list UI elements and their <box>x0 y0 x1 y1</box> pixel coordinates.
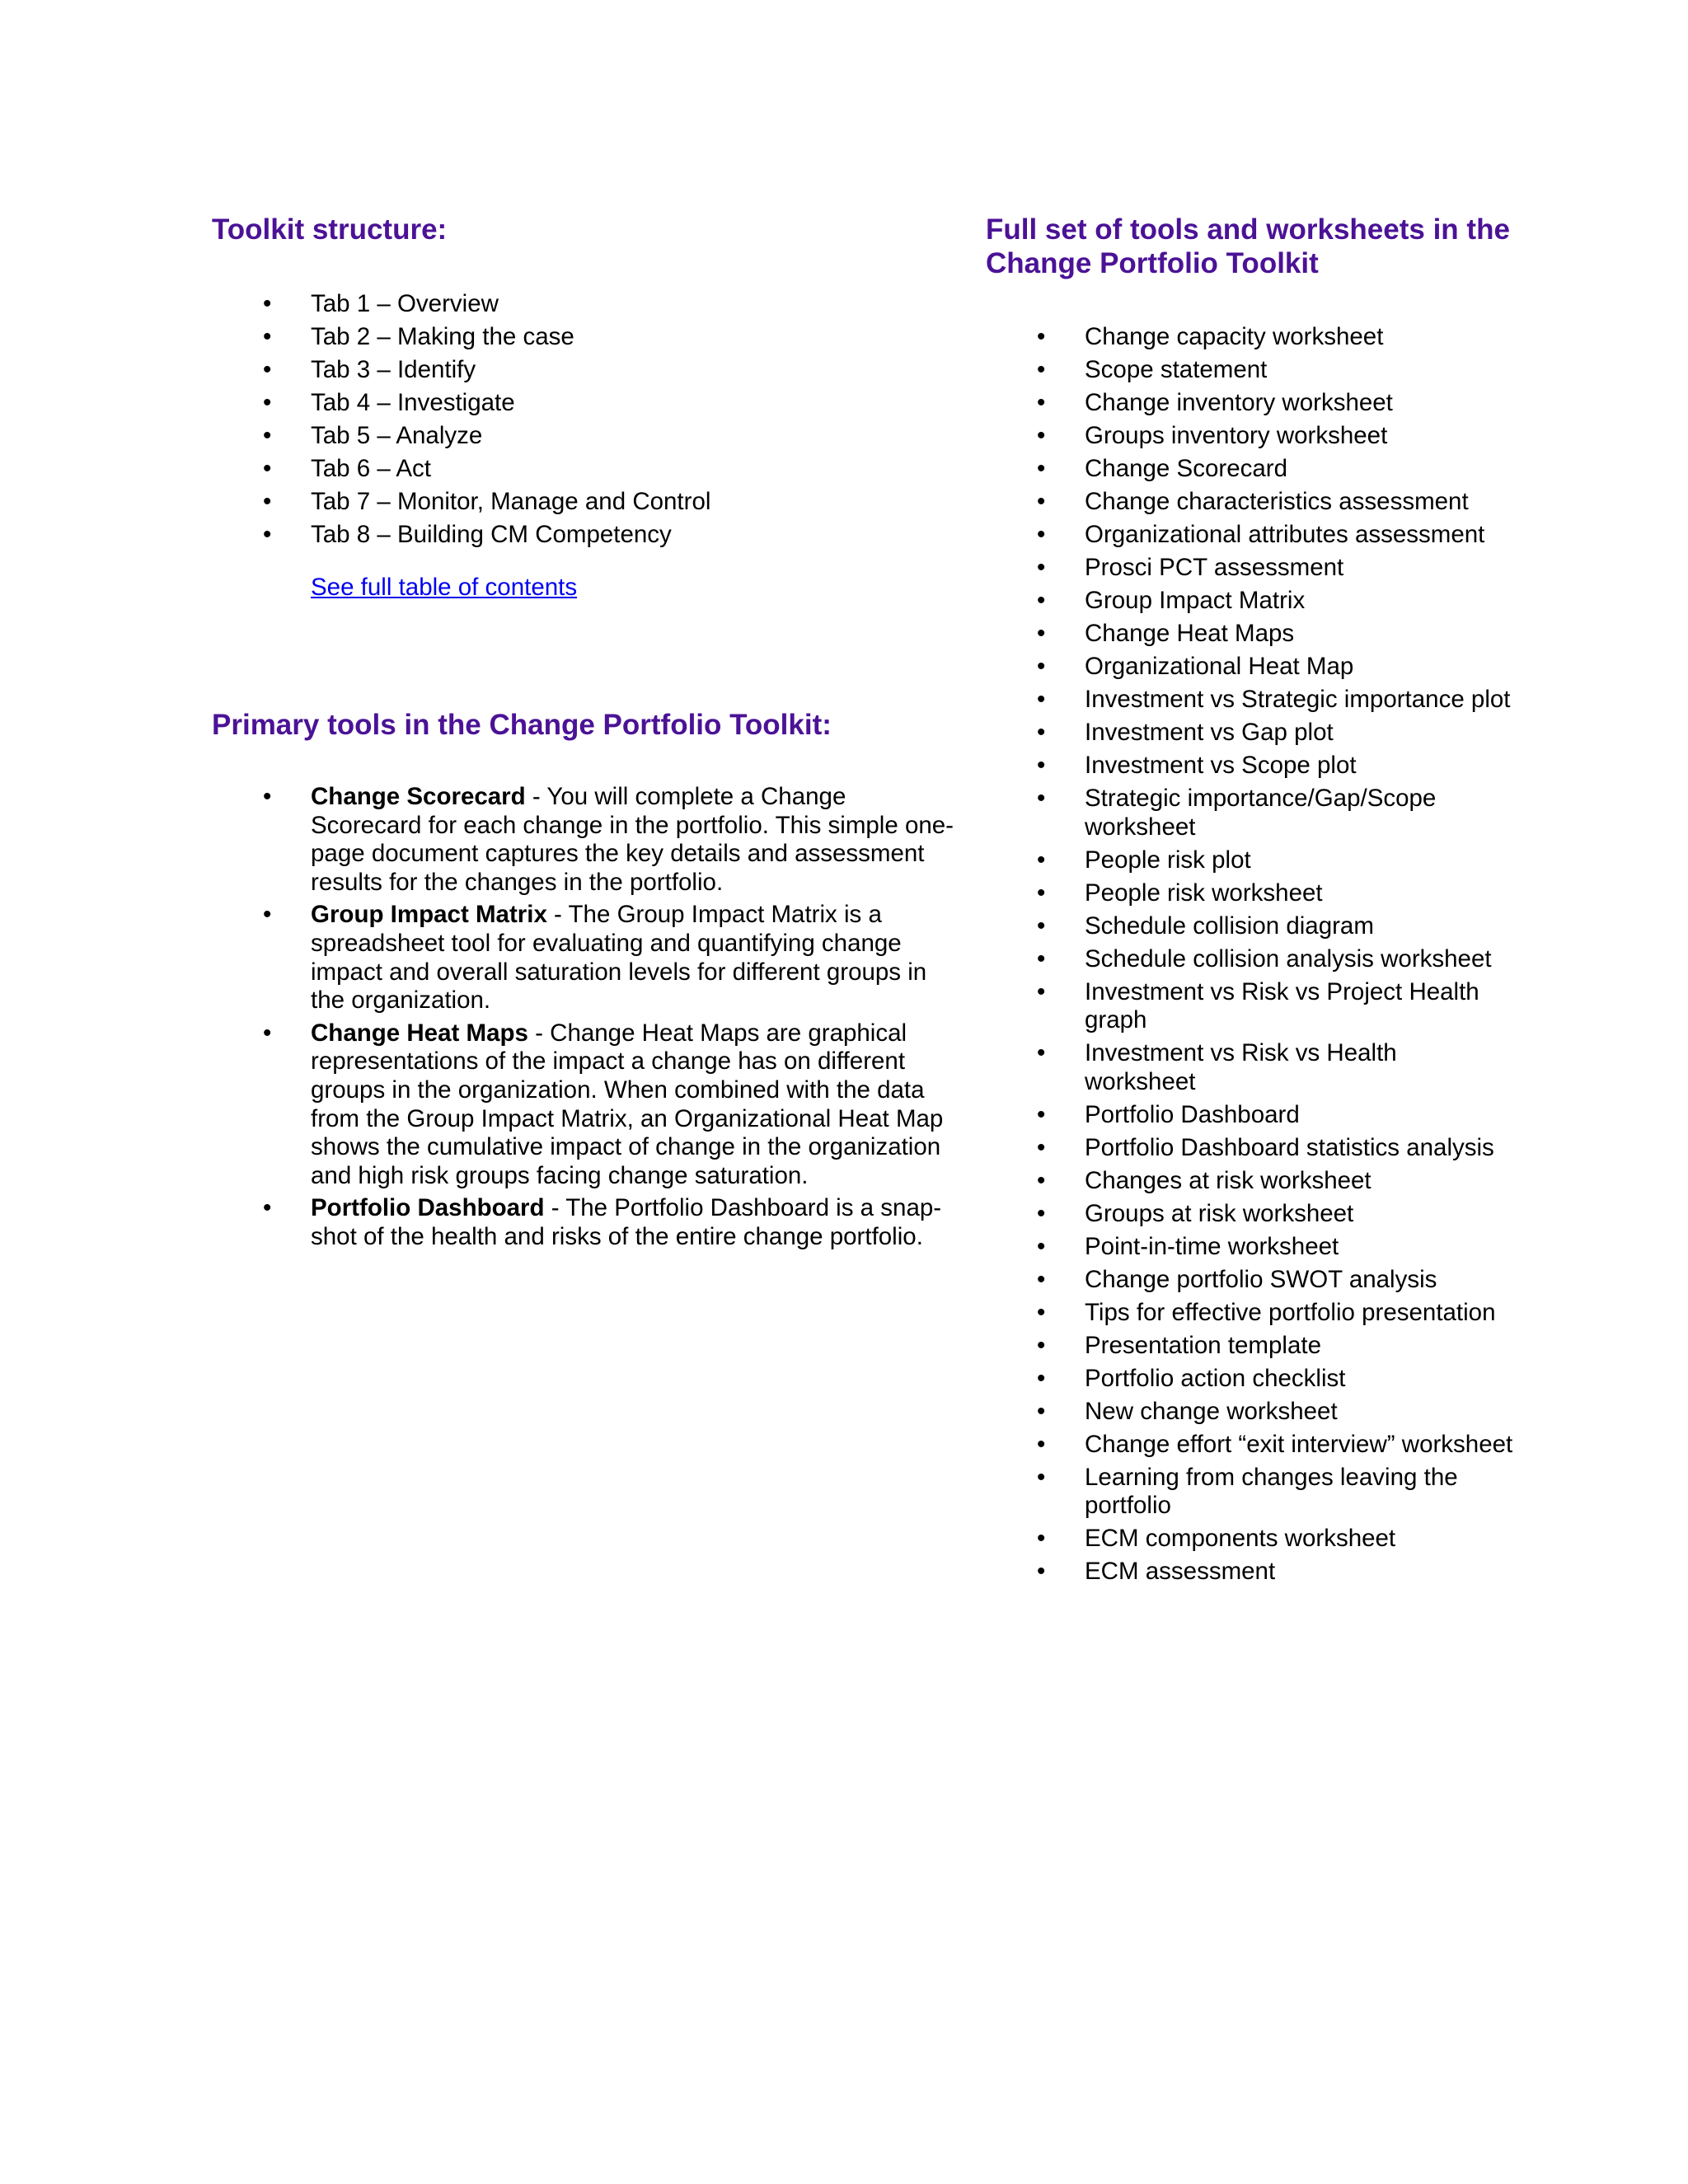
tool-item-label: Change characteristics assessment <box>1085 488 1469 515</box>
bullet-icon: • <box>1037 488 1046 515</box>
bullet-icon: • <box>1037 1430 1046 1458</box>
bullet-icon: • <box>263 389 272 416</box>
bullet-icon: • <box>1037 1232 1046 1260</box>
bullet-icon: • <box>1037 1100 1046 1128</box>
tool-list-item <box>986 521 1513 550</box>
tool-item-label: People risk plot <box>1085 846 1251 874</box>
tool-item-label: Change portfolio SWOT analysis <box>1085 1265 1437 1293</box>
structure-list-item <box>212 321 954 354</box>
primary-tool-item <box>212 783 954 897</box>
tool-item-label: Groups at risk worksheet <box>1085 1199 1354 1227</box>
primary-tool-title: Portfolio Dashboard <box>311 1194 545 1222</box>
tool-item-label: Schedule collision analysis worksheet <box>1085 944 1492 972</box>
bullet-icon: • <box>1037 356 1046 383</box>
bullet-icon: • <box>1037 1166 1046 1194</box>
tool-item-label: ECM components worksheet <box>1085 1525 1396 1552</box>
bullet-icon: • <box>263 455 272 482</box>
bullet-icon: • <box>1037 1558 1046 1585</box>
tool-list-item <box>986 1525 1513 1554</box>
tool-item-label: Presentation template <box>1085 1331 1321 1359</box>
bullet-icon: • <box>1037 1298 1046 1326</box>
bullet-icon: • <box>1037 944 1046 972</box>
tool-list-item <box>986 389 1513 418</box>
bullet-icon: • <box>1037 785 1046 812</box>
bullet-icon: • <box>1037 653 1046 680</box>
bullet-icon: • <box>1037 422 1046 449</box>
tool-list-item <box>986 1233 1513 1262</box>
right-column <box>986 213 1513 1591</box>
tool-item-label: Organizational Heat Map <box>1085 653 1354 680</box>
tool-item-label: Scope statement <box>1085 356 1268 383</box>
tool-list-item <box>986 1558 1513 1586</box>
tool-item-label: Portfolio Dashboard statistics analysis <box>1085 1133 1494 1161</box>
tool-list-item <box>986 1167 1513 1196</box>
tool-list-item <box>986 1464 1513 1521</box>
tool-list-item <box>986 1101 1513 1130</box>
tool-list-item <box>986 1332 1513 1361</box>
full-tools-heading: Full set of tools and worksheets in the Change Portfolio Toolkit <box>986 213 1510 279</box>
tool-list-item <box>986 686 1513 715</box>
full-tools-list <box>986 323 1513 1586</box>
tool-list-item <box>986 455 1513 484</box>
tool-list-item <box>986 719 1513 748</box>
primary-tool-description: - You will complete a Change Scorecard for each change in the portfolio. This simple one-page document captures the key details and assessment results for the changes in the portfolio. <box>311 783 954 896</box>
tool-item-label: Group Impact Matrix <box>1085 587 1306 614</box>
primary-tool-item <box>212 901 954 1015</box>
bullet-icon: • <box>1037 554 1046 581</box>
tool-item-label: Investment vs Gap plot <box>1085 719 1334 746</box>
primary-tools-list <box>212 783 954 1252</box>
bullet-icon: • <box>1037 1397 1046 1425</box>
primary-tool-title: Group Impact Matrix <box>311 901 547 929</box>
bullet-icon: • <box>1037 587 1046 614</box>
bullet-icon: • <box>1037 1331 1046 1359</box>
tool-item-label: New change worksheet <box>1085 1397 1338 1425</box>
tool-list-item <box>986 1134 1513 1163</box>
tool-list-item <box>986 785 1513 841</box>
tool-item-label: Strategic importance/Gap/Scope worksheet <box>1085 785 1437 841</box>
bullet-icon: • <box>1037 1199 1046 1227</box>
tool-item-label: Prosci PCT assessment <box>1085 554 1344 581</box>
bullet-icon: • <box>263 422 272 449</box>
tool-item-label: Organizational attributes assessment <box>1085 521 1485 548</box>
bullet-icon: • <box>1037 521 1046 548</box>
primary-tool-description: - The Portfolio Dashboard is a snap-shot of the health and risks of the entire change portfolio. <box>311 1194 942 1250</box>
tool-list-item <box>986 978 1513 1035</box>
tool-item-label: Change inventory worksheet <box>1085 389 1393 416</box>
primary-tool-title: Change Heat Maps <box>311 1019 528 1047</box>
structure-item-label: Tab 8 – Building CM Competency <box>311 521 672 548</box>
bullet-icon: • <box>263 323 272 350</box>
structure-list-item <box>212 485 954 518</box>
tool-item-label: ECM assessment <box>1085 1558 1276 1585</box>
tool-list-item <box>986 1398 1513 1427</box>
tool-list-item <box>986 554 1513 583</box>
primary-tool-title: Change Scorecard <box>311 783 526 810</box>
tool-item-label: Learning from changes leaving the portfolio <box>1085 1463 1458 1519</box>
bullet-icon: • <box>1037 1364 1046 1392</box>
tool-list-item <box>986 488 1513 517</box>
tool-item-label: Change Scorecard <box>1085 455 1287 482</box>
tool-item-label: Tips for effective portfolio presentation <box>1085 1298 1496 1326</box>
structure-list-item <box>212 452 954 485</box>
tool-list-item <box>986 1365 1513 1394</box>
structure-item-label: Tab 4 – Investigate <box>311 389 515 416</box>
structure-item-label: Tab 7 – Monitor, Manage and Control <box>311 488 711 515</box>
structure-list-item <box>212 387 954 419</box>
primary-tool-description: - Change Heat Maps are graphical representations of the impact a change has on different groups in the organization. When combined with the data from the Group Impact Matrix, an Organizational Heat Map shows the cumulative impact of change in the organization and high risk groups facing change saturation. <box>311 1019 944 1189</box>
tool-list-item <box>986 620 1513 649</box>
tool-item-label: Investment vs Strategic importance plot <box>1085 686 1511 713</box>
tool-list-item <box>986 1299 1513 1328</box>
tool-list-item <box>986 356 1513 385</box>
structure-item-label: Tab 3 – Identify <box>311 356 476 383</box>
bullet-icon: • <box>1037 1463 1046 1491</box>
tool-list-item <box>986 422 1513 451</box>
bullet-icon: • <box>1037 323 1046 350</box>
tool-list-item <box>986 587 1513 616</box>
bullet-icon: • <box>1037 1133 1046 1161</box>
structure-list-item <box>212 354 954 387</box>
bullet-icon: • <box>263 1194 272 1222</box>
tool-list-item <box>986 1039 1513 1096</box>
structure-list-item <box>212 518 954 551</box>
toolkit-structure-list <box>212 288 954 551</box>
left-column <box>212 213 954 1256</box>
tool-list-item <box>986 879 1513 908</box>
bullet-icon: • <box>263 488 272 515</box>
bullet-icon: • <box>263 521 272 548</box>
tool-item-label: Portfolio action checklist <box>1085 1364 1346 1392</box>
bullet-icon: • <box>1037 389 1046 416</box>
tool-item-label: Investment vs Scope plot <box>1085 752 1357 779</box>
bullet-icon: • <box>1037 1265 1046 1293</box>
primary-tool-description: - The Group Impact Matrix is a spreadsheet tool for evaluating and quantifying change impact and overall saturation levels for different groups in the organization. <box>311 901 927 1015</box>
bullet-icon: • <box>1037 879 1046 907</box>
tool-list-item <box>986 653 1513 682</box>
tool-item-label: Groups inventory worksheet <box>1085 422 1388 449</box>
tool-list-item <box>986 912 1513 941</box>
tool-item-label: Schedule collision diagram <box>1085 912 1374 940</box>
tool-item-label: Changes at risk worksheet <box>1085 1166 1372 1194</box>
bullet-icon: • <box>1037 719 1046 746</box>
bullet-icon: • <box>263 356 272 383</box>
tool-item-label: Investment vs Risk vs Project Health graph <box>1085 977 1479 1033</box>
full-table-of-contents-link[interactable]: See full table of contents <box>311 574 578 601</box>
tool-list-item <box>986 323 1513 352</box>
structure-list-item <box>212 288 954 321</box>
structure-item-label: Tab 6 – Act <box>311 455 431 482</box>
primary-tool-item <box>212 1019 954 1191</box>
structure-item-label: Tab 1 – Overview <box>311 290 499 317</box>
structure-item-label: Tab 2 – Making the case <box>311 323 574 350</box>
bullet-icon: • <box>1037 1039 1046 1066</box>
structure-list-item <box>212 419 954 452</box>
bullet-icon: • <box>1037 752 1046 779</box>
tool-list-item <box>986 1431 1513 1460</box>
tool-item-label: Point-in-time worksheet <box>1085 1232 1339 1260</box>
tool-item-label: Portfolio Dashboard <box>1085 1100 1300 1128</box>
tool-list-item <box>986 1200 1513 1229</box>
tool-list-item <box>986 846 1513 875</box>
tool-item-label: People risk worksheet <box>1085 879 1323 907</box>
bullet-icon: • <box>1037 846 1046 874</box>
bullet-icon: • <box>1037 620 1046 647</box>
primary-tool-item <box>212 1194 954 1251</box>
tool-list-item <box>986 752 1513 780</box>
toolkit-structure-heading: Toolkit structure: <box>212 213 448 246</box>
bullet-icon: • <box>1037 455 1046 482</box>
bullet-icon: • <box>1037 912 1046 940</box>
tool-item-label: Change effort “exit interview” worksheet <box>1085 1430 1513 1458</box>
primary-tools-heading: Primary tools in the Change Portfolio Toolkit: <box>212 709 832 741</box>
structure-item-label: Tab 5 – Analyze <box>311 422 483 449</box>
tool-item-label: Investment vs Risk vs Health worksheet <box>1085 1039 1397 1095</box>
bullet-icon: • <box>1037 977 1046 1005</box>
bullet-icon: • <box>263 901 272 929</box>
bullet-icon: • <box>1037 686 1046 713</box>
tool-item-label: Change Heat Maps <box>1085 620 1295 647</box>
bullet-icon: • <box>263 783 272 810</box>
tool-list-item <box>986 945 1513 974</box>
tool-list-item <box>986 1266 1513 1295</box>
tool-item-label: Change capacity worksheet <box>1085 323 1384 350</box>
bullet-icon: • <box>263 1019 272 1047</box>
bullet-icon: • <box>1037 1525 1046 1552</box>
bullet-icon: • <box>263 290 272 317</box>
